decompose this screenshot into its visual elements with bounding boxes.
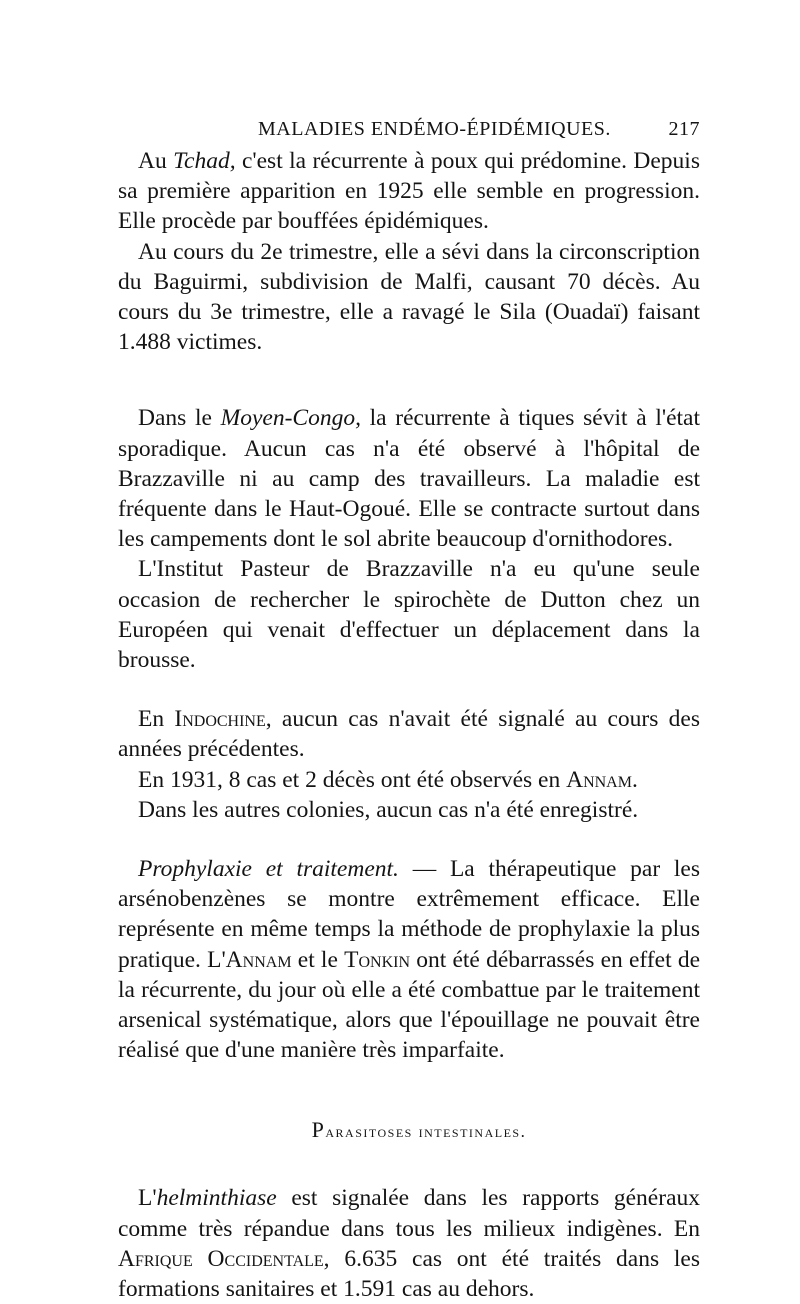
place-name-tchad: Tchad, (173, 148, 236, 174)
paragraph-indochine-1: En Indochine, aucun cas n'avait été signalé au cours des années précédentes. (118, 706, 700, 763)
paragraph-moyen-congo-1: Dans le Moyen-Congo, la récurrente à tiques sévit à l'état sporadique. Aucun cas n'a été observé à l'hôpital de Brazzaville ni au camp des travailleurs. La maladie est fréquente dans le Haut-Ogoué. Elle se contracte surtout dans les campements dont le sol abrite beaucoup d'ornithodores. (118, 405, 701, 553)
paragraph-moyen-congo-2: L'Institut Pasteur de Brazzaville n'a eu qu'une seule occasion de rechercher le spirochète de Dutton chez un Européen qui venait d'effectuer un déplacement dans la brousse. (118, 556, 700, 674)
paragraph-tchad-2: Au cours du 2e trimestre, elle a sévi dans la circonscription du Baguirmi, subdivision de Malfi, causant 70 décès. Au cours du 3e trimestre, elle a ravagé le Sila (Ouadaï) faisant 1.488 victimes. (118, 238, 700, 356)
place-name-afrique-occidentale: Afrique Occidentale, (118, 1245, 330, 1272)
term-helminthiase: helminthiase (156, 1185, 277, 1212)
running-title: MALADIES ENDÉMO-ÉPIDÉMIQUES. (258, 118, 611, 140)
paragraph-indochine-2: En 1931, 8 cas et 2 décès ont été observés en Annam. (138, 766, 638, 793)
paragraph-helminthiase: L'helminthiase est signalée dans les rapports généraux comme très répandue dans tous les milieux indigènes. En Afrique Occidentale, 6.635 cas ont été traités dans les formations sanitaires et 1.591 cas au dehors. (118, 1185, 700, 1303)
page-number: 217 (668, 118, 700, 140)
place-name-annam: Annam. (566, 766, 638, 793)
paragraph-tchad-1: Au Tchad, c'est la récurrente à poux qui prédomine. Depuis sa première apparition en 1925 elle semble en progression. Elle procède par bouffées épidémiques. (118, 148, 700, 235)
subheading-prophylaxie: Prophylaxie et traitement. (138, 856, 399, 883)
section-title-parasitoses: Parasitoses intestinales. (311, 1117, 527, 1143)
paragraph-prophylaxie: Prophylaxie et traitement. — La thérapeutique par les arsénobenzènes se montre extrêmement efficace. Elle représente en même temps la méthode de prophylaxie la plus pratique. L'Annam et le Tonkin ont été débarrassés en effet de la récurrente, du jour où elle a été combattue par le traitement arsenical systématique, alors que l'épouillage ne pouvait être réalisé que d'une manière très imparfaite. (118, 856, 701, 1064)
paragraph-indochine-3: Dans les autres colonies, aucun cas n'a été enregistré. (138, 796, 639, 823)
page-header (118, 112, 700, 146)
place-name-moyen-congo: Moyen-Congo, (220, 405, 361, 432)
book-page (118, 112, 700, 1304)
place-name-indochine: Indochine, (174, 706, 272, 733)
